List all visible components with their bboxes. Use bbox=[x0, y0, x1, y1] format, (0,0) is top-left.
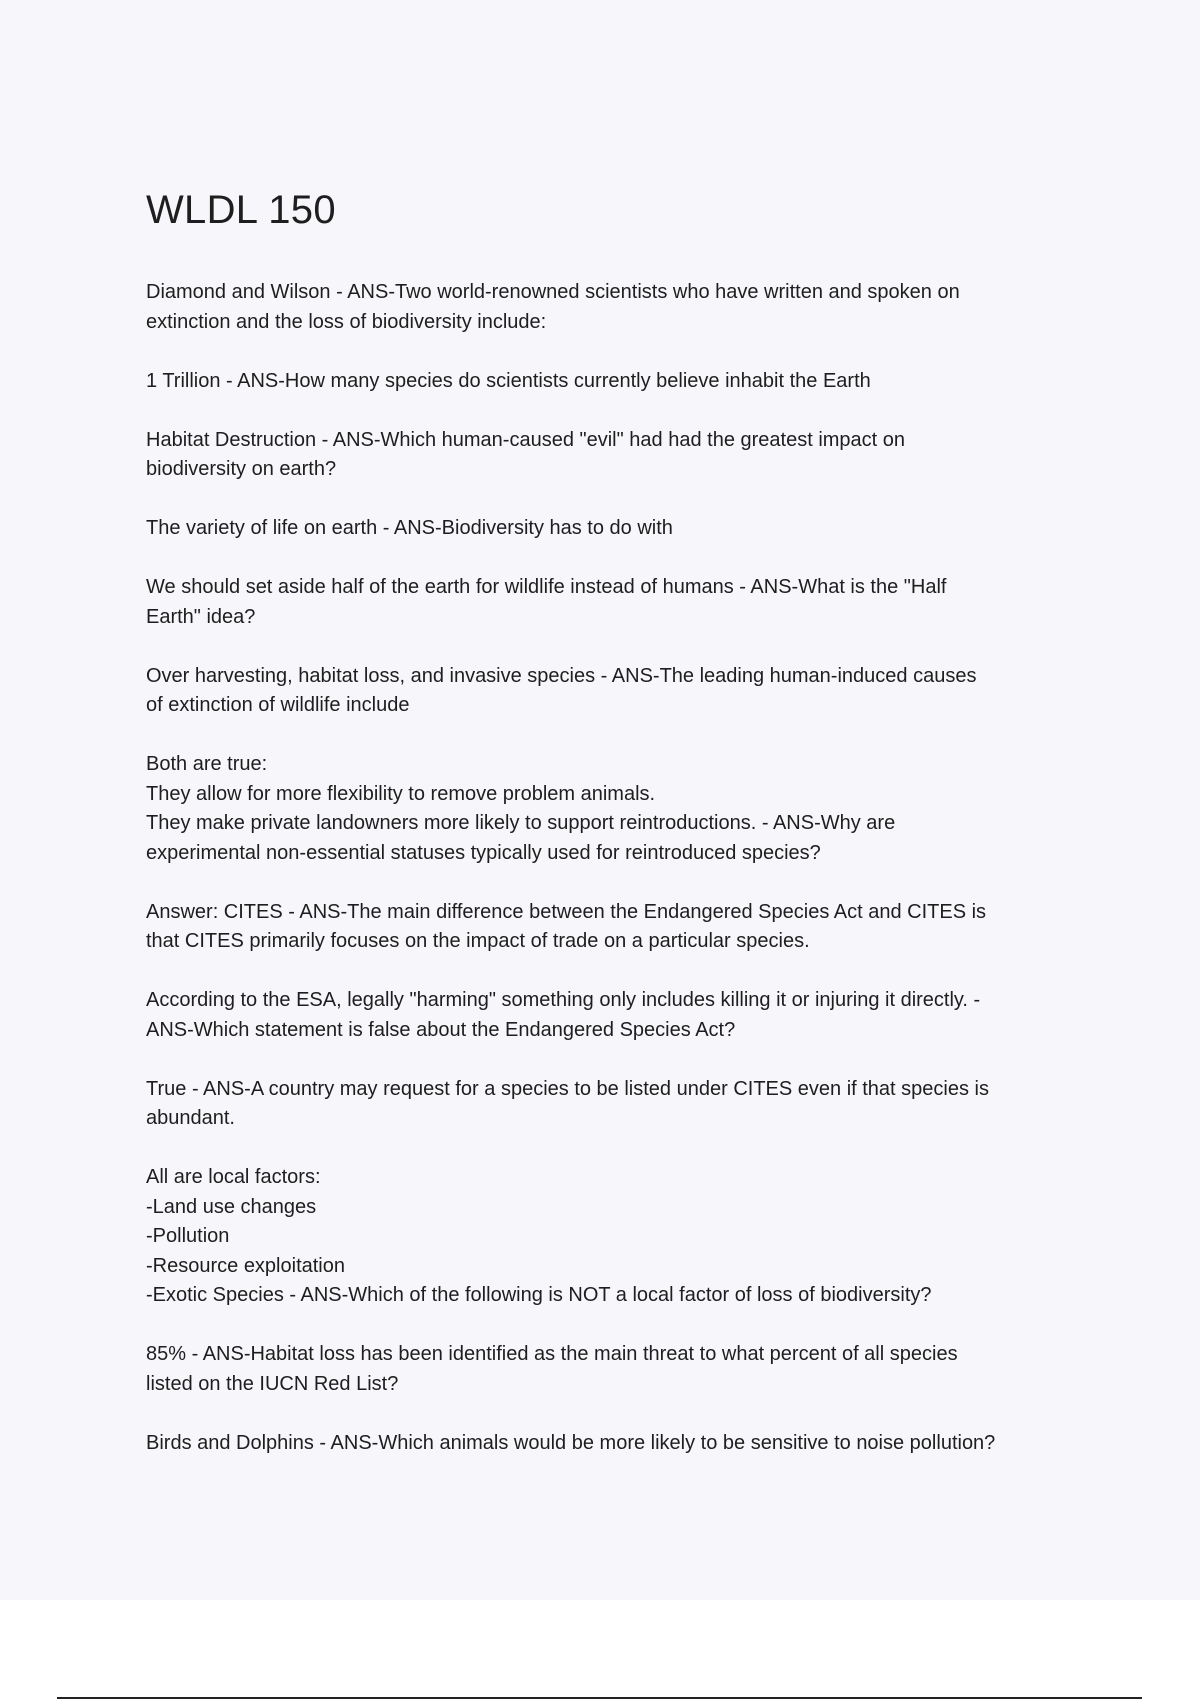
qa-line: They make private landowners more likely to support reintroductions. - ANS-Why are bbox=[146, 812, 896, 834]
qa-item bbox=[146, 750, 1096, 868]
qa-list bbox=[146, 278, 1096, 1458]
qa-line: -Land use changes bbox=[146, 1195, 317, 1218]
qa-line: that CITES primarily focuses on the impact of trade on a particular species. bbox=[146, 930, 810, 952]
qa-line: -Resource exploitation bbox=[146, 1254, 345, 1277]
qa-item bbox=[146, 1429, 1096, 1459]
qa-item bbox=[146, 898, 1096, 957]
qa-line: biodiversity on earth? bbox=[146, 458, 337, 480]
qa-item bbox=[146, 426, 1096, 485]
qa-line: -Exotic Species - ANS-Which of the following is NOT a local factor of loss of biodiversity? bbox=[146, 1284, 932, 1306]
qa-line: All are local factors: bbox=[146, 1166, 321, 1188]
qa-line: We should set aside half of the earth for wildlife instead of humans - ANS-What is the "Half bbox=[146, 576, 947, 598]
document-title: WLDL 150 bbox=[146, 188, 336, 232]
qa-line: abundant. bbox=[146, 1107, 235, 1129]
qa-line: 85% - ANS-Habitat loss has been identified as the main threat to what percent of all species bbox=[146, 1343, 958, 1365]
qa-line: Diamond and Wilson - ANS-Two world-renowned scientists who have written and spoken on bbox=[146, 281, 960, 303]
qa-line: They allow for more flexibility to remove problem animals. bbox=[146, 782, 656, 805]
qa-line: ANS-Which statement is false about the Endangered Species Act? bbox=[146, 1018, 736, 1041]
qa-line: Habitat Destruction - ANS-Which human-caused "evil" had had the greatest impact on bbox=[146, 428, 906, 451]
qa-line: extinction and the loss of biodiversity include: bbox=[146, 310, 547, 333]
qa-line: Answer: CITES - ANS-The main difference between the Endangered Species Act and CITES is bbox=[146, 900, 987, 923]
qa-line: listed on the IUCN Red List? bbox=[146, 1372, 399, 1395]
qa-item bbox=[146, 986, 1096, 1045]
qa-line: The variety of life on earth - ANS-Biodiversity has to do with bbox=[146, 517, 673, 539]
document-content bbox=[146, 188, 1096, 1488]
qa-item bbox=[146, 662, 1096, 721]
qa-item bbox=[146, 1340, 1096, 1399]
qa-line: experimental non-essential statuses typically used for reintroduced species? bbox=[146, 841, 821, 864]
qa-item bbox=[146, 1075, 1096, 1134]
qa-line: True - ANS-A country may request for a species to be listed under CITES even if that species is bbox=[146, 1077, 989, 1100]
qa-item bbox=[146, 278, 1096, 337]
qa-line: Birds and Dolphins - ANS-Which animals would be more likely to be sensitive to noise pollution? bbox=[146, 1431, 996, 1454]
qa-item bbox=[146, 1163, 1096, 1311]
qa-line: Both are true: bbox=[146, 753, 268, 775]
qa-line: According to the ESA, legally "harming" something only includes killing it or injuring it directly. - bbox=[146, 989, 981, 1011]
qa-line: of extinction of wildlife include bbox=[146, 694, 410, 716]
qa-line: -Pollution bbox=[146, 1225, 230, 1247]
footer-divider bbox=[57, 1697, 1142, 1699]
qa-line: Over harvesting, habitat loss, and invasive species - ANS-The leading human-induced causes bbox=[146, 664, 977, 687]
qa-item bbox=[146, 514, 1096, 544]
qa-item bbox=[146, 573, 1096, 632]
qa-item bbox=[146, 367, 1096, 397]
qa-line: 1 Trillion - ANS-How many species do scientists currently believe inhabit the Earth bbox=[146, 369, 871, 392]
qa-line: Earth" idea? bbox=[146, 605, 256, 628]
